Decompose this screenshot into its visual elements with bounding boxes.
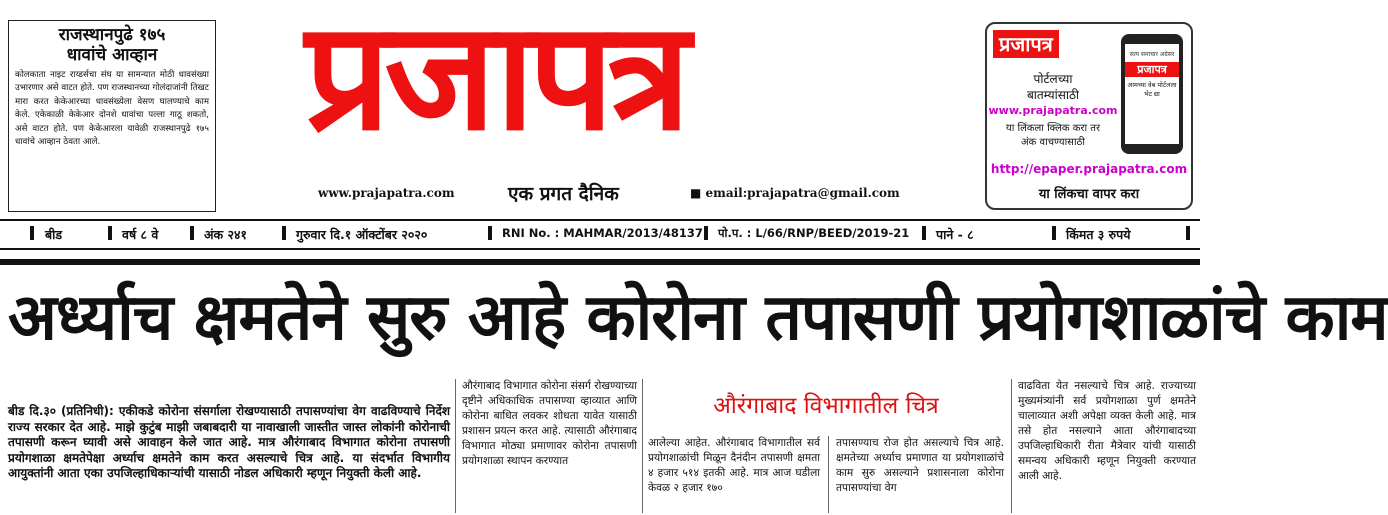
article-column-4: तपासण्याच रोज होत असल्याचे चित्र आहे. क्षमतेच्या अर्ध्याच प्रमाणात या प्रयोगशाळांचे काम सुरु असल्याने प्रशासनाला कोरोना तपासण्यांचा वेग: [836, 437, 1004, 494]
masthead-logo-text: प्रजापत्र: [305, 0, 685, 164]
dateline-place: बीड: [45, 227, 63, 242]
email-bullet-icon: ■: [690, 186, 706, 200]
lead-paragraph: बीड दि.३० (प्रतिनिधी): एकीकडे कोरोना संसर्गाला रोखण्यासाठी तपासण्यांचा वेग वाढविण्याचे निर्देश राज्य सरकार देत आहे. माझे कुटुंब माझी जबाबदारी या नावाखाली जास्तीत जास्त लोकांनी कोरोनाची तपासणी करून घ्यावी असे आवाहन केले जात आहे. मात्र औरंगाबाद विभागात कोरोना तपासणी प्रयोगशाळा क्षमतेपेक्षा अर्ध्याच क्षमतेने काम करत असल्याचे चित्र आहे. या संदर्भात विभागीय आयुक्तांनी आता एका उपजिल्हाधिकाऱ्यांची यासाठी नोडल अधिकारी म्हणून नियुक्ती केली आहे.: [8, 404, 450, 480]
column-rule: [642, 379, 643, 513]
phone-top-text: सत्य समाचार अग्रेसर: [1129, 51, 1175, 58]
column-rule: [828, 436, 829, 513]
ad-line-4: या लिंकला क्लिक करा तर: [1005, 123, 1101, 134]
ad-line-1: पोर्टलच्या: [1033, 72, 1073, 86]
subheading-box: [648, 382, 1004, 430]
dateline-pages: पाने - ८: [936, 227, 974, 242]
dateline-separator: [922, 226, 926, 240]
masthead-logo: [305, 2, 865, 162]
dateline-issue: अंक २४१: [204, 227, 248, 242]
subheading: औरंगाबाद विभागातील चित्र: [713, 393, 939, 419]
ad-line-5: अंक वाचण्यासाठी: [1021, 137, 1085, 148]
phone-logo: प्रजापत्र: [1125, 62, 1179, 77]
dateline-separator: [30, 226, 34, 240]
side-news-headline-2: धावांचे आव्हान: [66, 45, 158, 65]
phone-screen: [1125, 44, 1179, 144]
dateline-postal: पो.प. : L/66/RNP/BEED/2019-21: [718, 226, 910, 240]
ad-epaper-link[interactable]: http://epaper.prajapatra.com: [990, 162, 1188, 176]
article-column-2: औरंगाबाद विभागात कोरोना संसर्ग रोखण्याच्या दृष्टीने अधिकाधिक तपासण्या व्हाव्यात आणि कोरोना बाधित लवकर शोधता यावेत यासाठी प्रशासन प्रयत्न करत आहे. त्यासाठी औरंगाबाद विभागात मोठ्या प्रमाणावर कोरोना तपासणी प्रयोगशाळा स्थापन करण्यात: [462, 380, 637, 467]
article-column-5: वाढविता येत नसल्याचे चित्र आहे. राज्याच्या मुख्यमंत्र्यांनी सर्व प्रयोगशाळा पुर्ण क्षमतेने चालाव्यात अशी अपेक्षा व्यक्त केली आहे. मात्र तसे होत नसल्याने आता औरंगाबादच्या उपजिल्हाधिकारी रीता मैत्रेवार यांची यासाठी समन्वय अधिकारी म्हणून नियुक्ती करण्यात आली आहे.: [1018, 380, 1196, 482]
dateline-rni: RNI No. : MAHMAR/2013/48137: [502, 226, 703, 240]
ad-logo: प्रजापत्र: [993, 30, 1059, 58]
dateline-year: वर्ष ८ वे: [122, 227, 159, 242]
phone-icon: [1121, 34, 1183, 154]
tagline: एक प्रगत दैनिक: [508, 183, 619, 205]
main-headline: अर्ध्याच क्षमतेने सुरु आहे कोरोना तपासणी प्रयोगशाळांचे काम: [8, 281, 1388, 355]
dateline-separator: [190, 226, 194, 240]
dateline-separator: [282, 226, 286, 240]
dateline-separator: [704, 226, 708, 240]
ad-line-2: बातम्यांसाठी: [1026, 88, 1080, 102]
dateline-separator: [1052, 226, 1056, 240]
website-link[interactable]: www.prajapatra.com: [318, 186, 455, 200]
dateline-date: गुरुवार दि.१ ऑक्टोंबर २०२०: [296, 227, 428, 242]
ad-portal-link[interactable]: www.prajapatra.com: [988, 104, 1118, 117]
epaper-ad[interactable]: [985, 22, 1193, 210]
column-rule: [455, 379, 456, 513]
dateline-price: किंमत ३ रुपये: [1066, 227, 1131, 242]
column-rule: [1011, 379, 1012, 513]
article-column-3: आलेल्या आहेत. औरंगाबाद विभागातील सर्व प्रयोगशाळांची मिळून दैनंदीन तपासणी क्षमता ४ हजार ५१४ इतकी आहे. मात्र आज घडीला केवळ २ हजार १७०: [648, 437, 820, 494]
email-address[interactable]: [690, 186, 900, 200]
email-text: email:prajapatra@gmail.com: [705, 186, 900, 200]
ad-footer: या लिंकचा वापर करा: [1038, 187, 1140, 202]
side-news-box: [8, 20, 216, 212]
side-news-body: कोलकाता नाइट राय्डर्सचा संघ या सामन्यात मोठी धावसंख्या उभारणार असे वाटत होते. पण राजस्थानच्या गोलंदाजांनी तिखट मारा करत केकेआरच्या धावसंख्येला वेसण घालण्याचे काम केले. एकेकाळी केकेआर दोनशे धावांचा पल्ला गाठू शकतो, असे वाटत होते. पण केकेआरला यावेळी राजस्थानपुढे १७५ धावांचे आव्हान ठेवता आले.: [15, 70, 209, 148]
dateline-top-rule: [0, 219, 1200, 221]
side-news-headline-1: राजस्थानपुढे १७५: [58, 25, 166, 45]
dateline-separator: [1186, 226, 1190, 240]
section-divider-band: [0, 259, 1200, 265]
phone-text: आमच्या वेब पोर्टलला भेट द्या: [1127, 81, 1177, 98]
dateline-separator: [108, 226, 112, 240]
dateline-separator: [488, 226, 492, 240]
dateline-bottom-rule: [0, 248, 1200, 250]
